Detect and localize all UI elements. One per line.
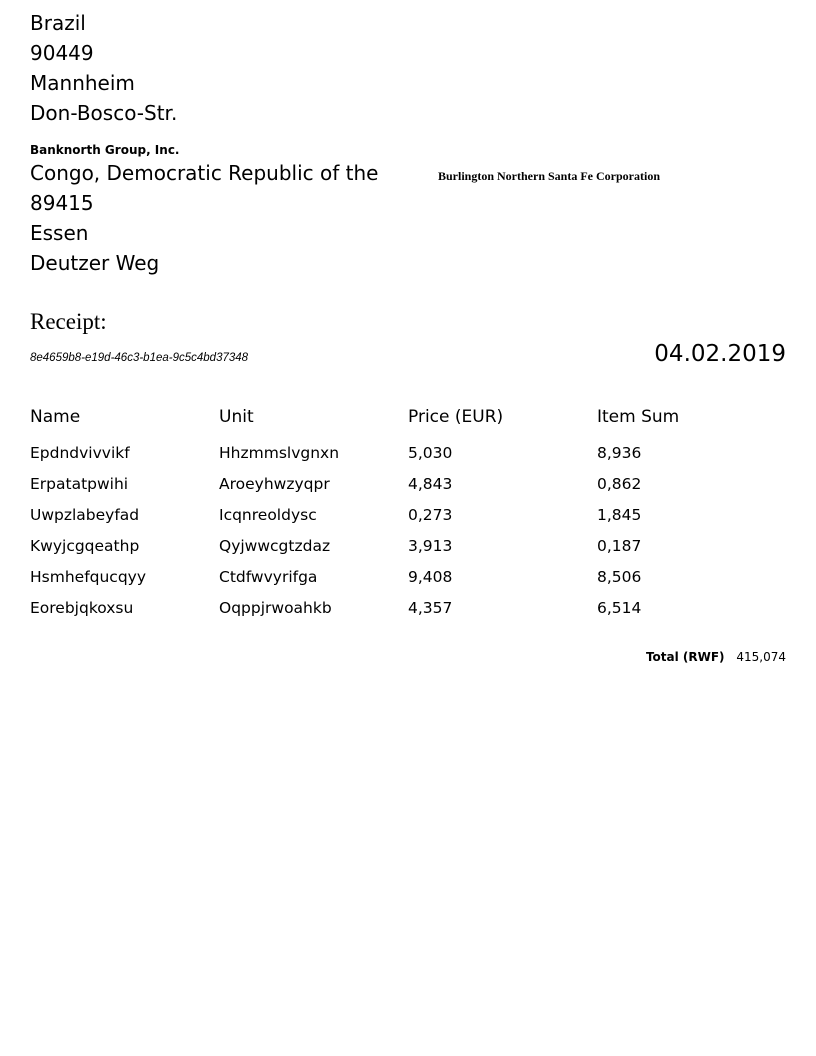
cell-item-sum: 8,506 (597, 567, 642, 586)
cell-name: Kwyjcgqeathp (30, 536, 140, 555)
cell-name: Epdndvivvikf (30, 443, 130, 462)
cell-item-sum: 0,187 (597, 536, 642, 555)
recipient-address (30, 158, 378, 278)
cell-price: 0,273 (408, 505, 453, 524)
recipient-city: Essen (30, 221, 89, 245)
cell-price: 5,030 (408, 443, 453, 462)
cell-unit: Icqnreoldysc (219, 505, 317, 524)
column-header-unit: Unit (219, 407, 254, 427)
items-table (30, 403, 786, 623)
sender-postal-code: 90449 (30, 41, 94, 65)
cell-price: 3,913 (408, 536, 453, 555)
cell-name: Uwpzlabeyfad (30, 505, 140, 524)
table-row (30, 592, 786, 623)
table-row (30, 468, 786, 499)
total-value: 415,074 (736, 650, 786, 664)
receipt-title: Receipt: (30, 309, 107, 334)
cell-item-sum: 1,845 (597, 505, 642, 524)
cell-unit: Qyjwwcgtzdaz (219, 536, 331, 555)
table-row (30, 561, 786, 592)
cell-unit: Ctdfwvyrifga (219, 567, 318, 586)
sender-street: Don-Bosco-Str. (30, 101, 178, 125)
cell-name: Eorebjqkoxsu (30, 598, 134, 617)
cell-unit: Hhzmmslvgnxn (219, 443, 340, 462)
cell-item-sum: 6,514 (597, 598, 642, 617)
total-label: Total (RWF) (645, 650, 725, 664)
recipient-postal-code: 89415 (30, 191, 94, 215)
cell-unit: Oqppjrwoahkb (219, 598, 332, 617)
sender-address (30, 8, 177, 128)
receipt-id: 8e4659b8-e19d-46c3-b1ea-9c5c4bd37348 (30, 352, 249, 364)
cell-price: 4,843 (408, 474, 453, 493)
cell-name: Hsmhefqucqyy (30, 567, 147, 586)
column-header-item-sum: Item Sum (597, 407, 680, 427)
cell-name: Erpatatpwihi (30, 474, 129, 493)
cell-price: 4,357 (408, 598, 453, 617)
table-row (30, 499, 786, 530)
column-header-name: Name (30, 407, 81, 427)
cell-item-sum: 0,862 (597, 474, 642, 493)
table-row (30, 435, 786, 468)
cell-price: 9,408 (408, 567, 453, 586)
recipient-country: Congo, Democratic Republic of the (30, 161, 379, 185)
issuer-company-name: Burlington Northern Santa Fe Corporation (438, 169, 660, 183)
column-header-price: Price (EUR) (408, 407, 504, 427)
receipt-date: 04.02.2019 (654, 341, 786, 367)
table-header-row (30, 403, 786, 435)
total-line (646, 649, 786, 665)
sender-country: Brazil (30, 11, 86, 35)
table-row (30, 530, 786, 561)
recipient-company-name: Banknorth Group, Inc. (30, 143, 180, 157)
cell-unit: Aroeyhwzyqpr (219, 474, 330, 493)
cell-item-sum: 8,936 (597, 443, 642, 462)
recipient-street: Deutzer Weg (30, 251, 160, 275)
sender-city: Mannheim (30, 71, 135, 95)
